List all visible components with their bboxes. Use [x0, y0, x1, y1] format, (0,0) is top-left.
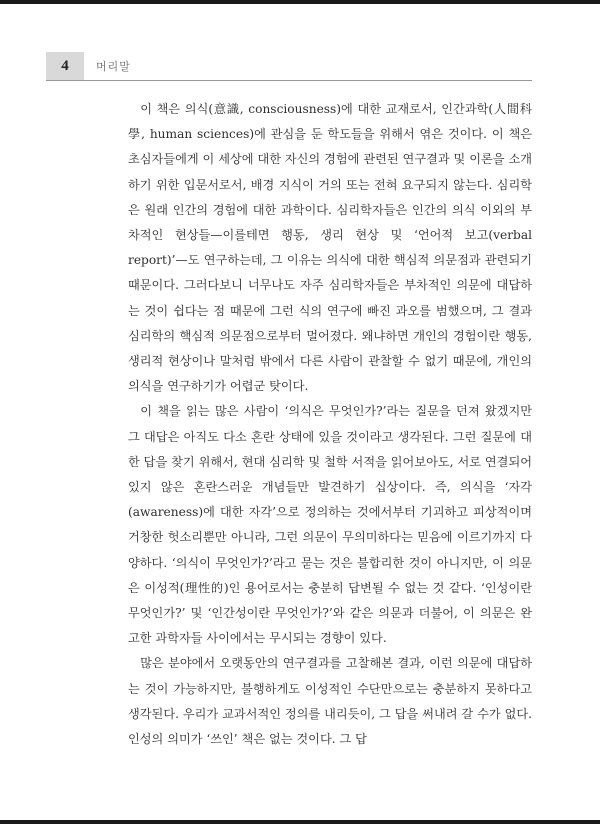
top-edge-bar: [0, 0, 600, 4]
header-rule: [46, 80, 532, 81]
running-head: 머리말: [96, 60, 131, 73]
page-number: 4: [61, 57, 69, 74]
page-number-tab: [46, 52, 84, 80]
paragraph: 이 책을 읽는 많은 사람이 ‘의식은 무엇인가?’라는 질문을 던져 왔겠지만 그 대답은 아직도 다소 혼란 상태에 있을 것이라고 생각된다. 그런 질문에 대한 답을 찾기 위해서, 현대 심리학 및 철학 서적을 읽어보아도, 서로 연결되어 있지 않은 혼란스러운 개념들만 발견하기 십상이다. 즉, 의식을 ‘자각(awareness)에 대한 자각’으로 정의하는 것에서부터 기괴하고 피상적이며 거창한 헛소리뿐만 아니라, 그런 의문이 무의미하다는 믿음에 이르기까지 다양하다. ‘의식이 무엇인가?’라고 묻는 것은 불합리한 것이 아니지만, 이 의문은 이성적(理性的)인 용어로서는 충분히 답변될 수 없는 것 같다. ‘인성이란 무엇인가?’ 및 ‘인간성이란 무엇인가?’와 같은 의문과 더불어, 이 의문은 완고한 과학자들 사이에서는 무시되는 경향이 있다.: [128, 404, 532, 646]
bottom-edge-bar: [0, 820, 600, 824]
paragraph: 이 책은 의식(意識, consciousness)에 대한 교재로서, 인간과학(人間科學, human sciences)에 관심을 둔 학도들을 위해서 엮은 것이다. 이 책은 초심자들에게 이 세상에 대한 자신의 경험에 관련된 연구결과 및 이론을 소개하기 위한 입문서로서, 배경 지식이 거의 또는 전혀 요구되지 않는다. 심리학은 원래 인간의 경험에 대한 과학이다. 심리학자들은 인간의 의식 이외의 부차적인 현상들—이를테면 행동, 생리 현상 및 ‘언어적 보고(verbal report)’—도 연구하는데, 그 이유는 의식에 대한 핵심적 의문점과 관련되기 때문이다. 그러다보니 너무나도 자주 심리학자들은 부차적인 의문에 대답하는 것이 쉽다는 점 때문에 그런 식의 연구에 빠진 과오를 범했으며, 그 결과 심리학의 핵심적 의문점으로부터 멀어졌다. 왜냐하면 개인의 경험이란 행동, 생리적 현상이나 말처럼 밖에서 다른 사람이 관찰할 수 없기 때문에, 개인의 의식을 연구하기가 어렵군 탓이다.: [128, 102, 532, 394]
body-text: [128, 97, 532, 752]
paragraph: 많은 분야에서 오랫동안의 연구결과를 고찰해본 결과, 이런 의문에 대답하는 것이 가능하지만, 불행하게도 이성적인 수단만으로는 충분하지 못하다고 생각된다. 우리가 교과서적인 정의를 내리듯이, 그 답을 써내려 갈 수가 없다. 인성의 의미가 ‘쓰인’ 책은 없는 것이다. 그 답: [128, 656, 532, 747]
